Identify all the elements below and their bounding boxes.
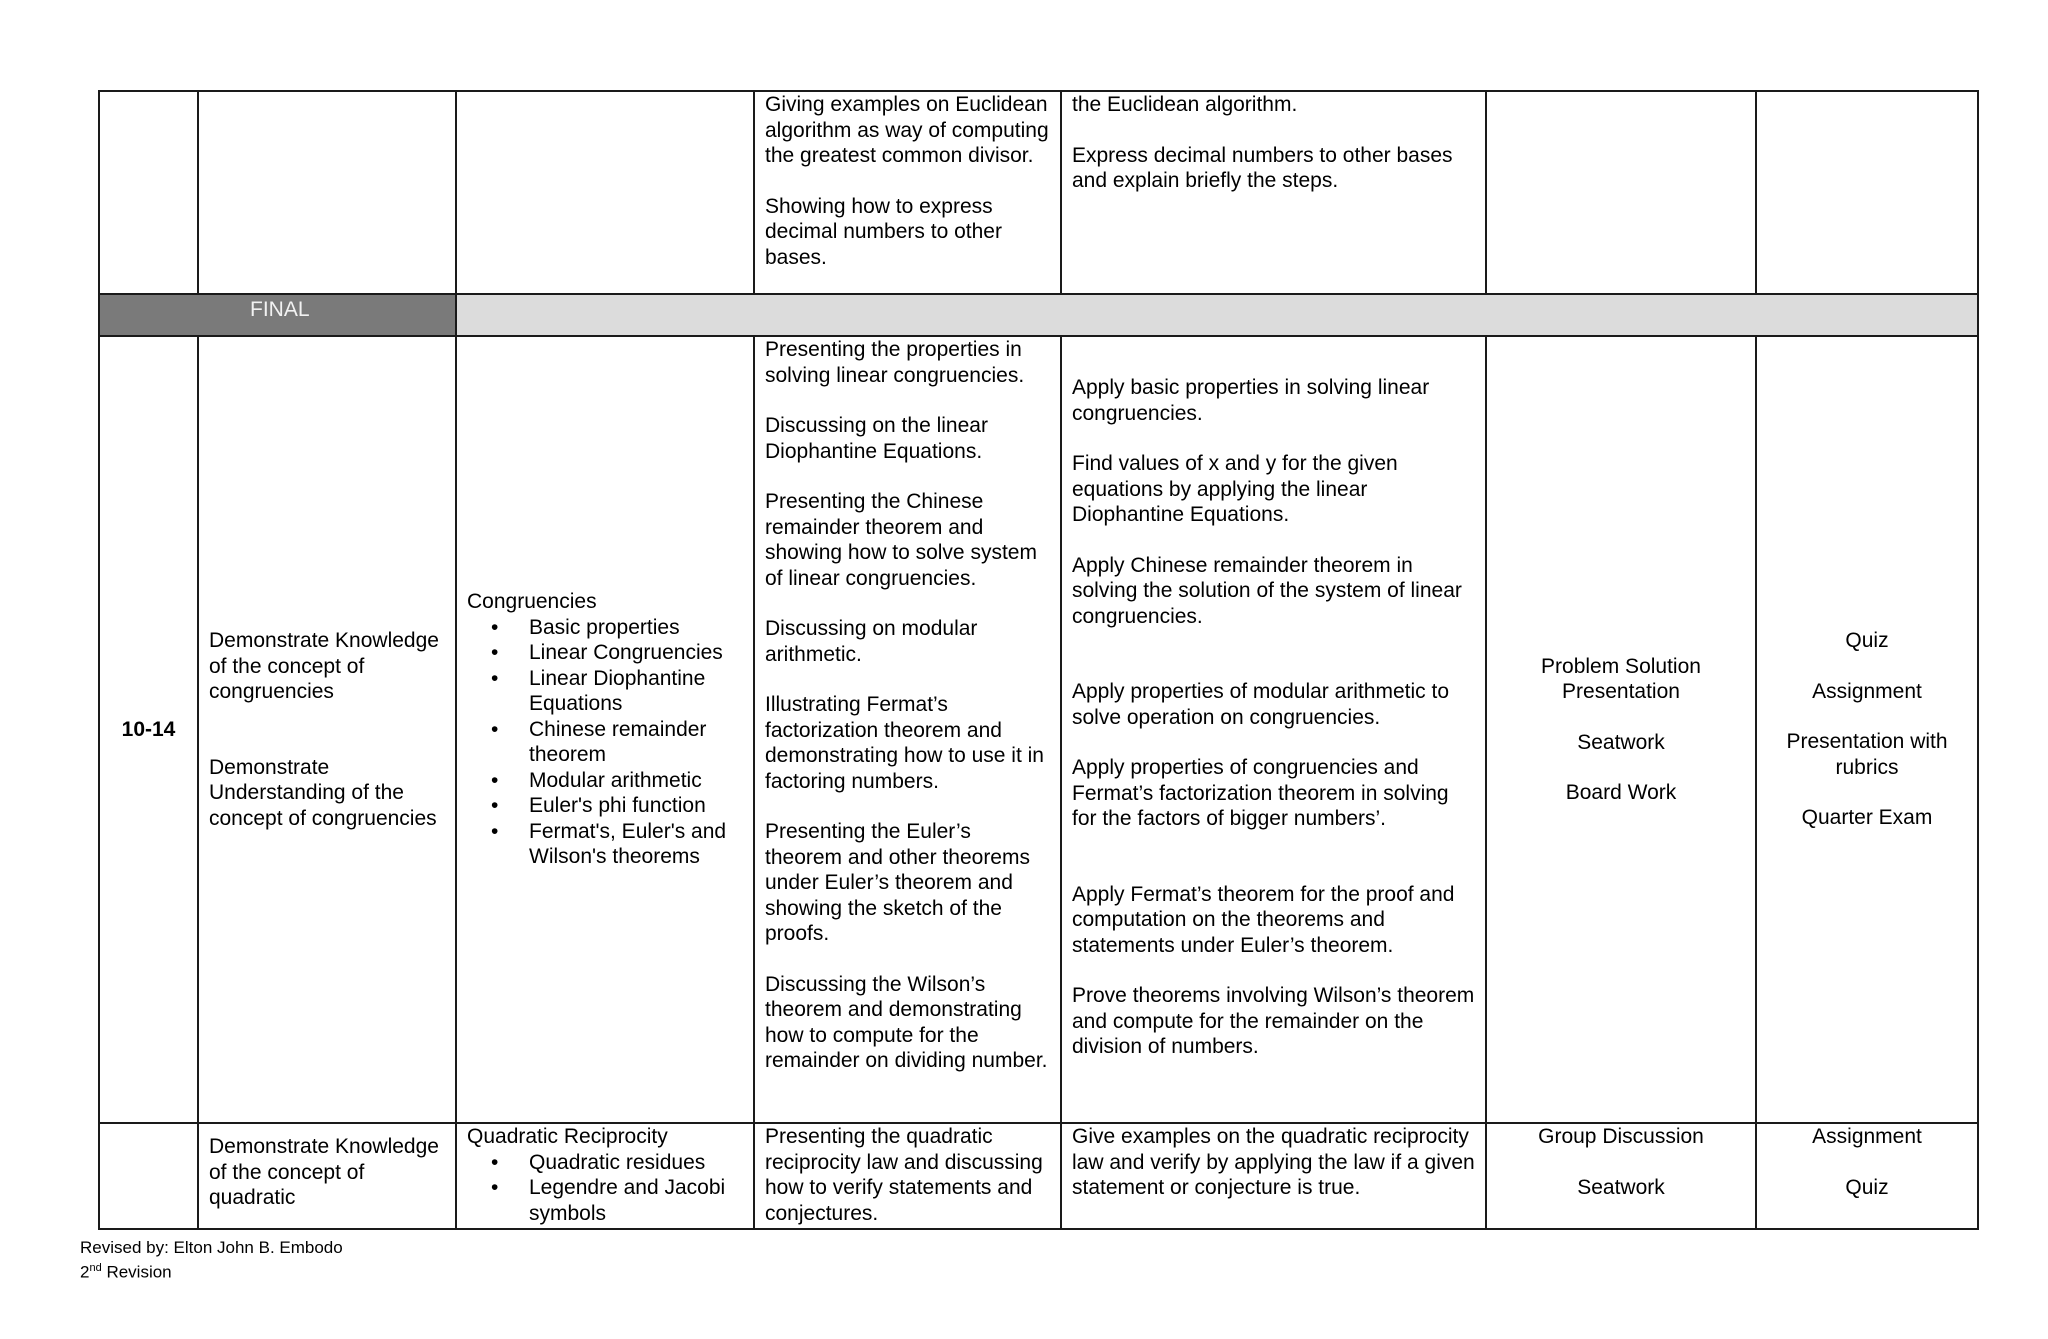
final-label: FINAL: [250, 298, 310, 321]
objective-cell: [198, 91, 456, 294]
strategy-cell: [754, 91, 1061, 294]
revised-by-note: Revised by: Elton John B. Embodo: [80, 1238, 343, 1257]
list-item: • Chinese remainder theorem: [529, 717, 743, 768]
topic-cell: [456, 1123, 754, 1229]
outcome-cell: [1061, 91, 1486, 294]
list-item: • Fermat's, Euler's and Wilson's theorems: [529, 819, 743, 870]
objective-text: Demonstrate Knowledge of the concept of quadratic: [209, 1135, 439, 1209]
outcome-text: Express decimal numbers to other bases and explain briefly the steps.: [1072, 143, 1453, 192]
topic-list: [467, 615, 743, 870]
list-item: • Basic properties: [529, 615, 743, 641]
activity-text: Problem Solution Presentation: [1541, 654, 1701, 703]
activity-text: Board Work: [1565, 781, 1677, 804]
activity-text: Seatwork: [1577, 730, 1665, 754]
outcome-text: the Euclidean algorithm.: [1072, 93, 1298, 116]
table-row-congruencies: [99, 336, 1978, 1123]
outcome-text: Apply Chinese remainder theorem in solving the solution of the system of linear congruencies.: [1072, 553, 1462, 628]
strategy-text: Presenting the Euler’s theorem and other theorems under Euler’s theorem and showing the sketch of the proofs.: [765, 820, 1030, 945]
strategy-text: Discussing on modular arithmetic.: [765, 617, 978, 666]
assessment-cell: [1756, 1123, 1978, 1229]
strategy-text: Presenting the quadratic reciprocity law and discussing how to verify statements and conjectures.: [765, 1125, 1043, 1225]
final-label-cell: [99, 294, 456, 336]
assessment-cell: [1756, 336, 1978, 1123]
outcome-text: Find values of x and y for the given equations by applying the linear Diophantine Equations.: [1072, 452, 1398, 526]
activity-cell: [1486, 336, 1756, 1123]
revision-word: Revision: [101, 1262, 172, 1282]
topic-title: Congruencies: [467, 590, 597, 614]
strategy-text: Presenting the Chinese remainder theorem and showing how to solve system of linear congruencies.: [765, 490, 1037, 590]
table-row-continuation: [99, 91, 1978, 294]
activity-cell: [1486, 1123, 1756, 1229]
topic-list: [467, 1150, 743, 1227]
strategy-text: Illustrating Fermat’s factorization theorem and demonstrating how to use it in factoring numbers.: [765, 693, 1044, 793]
list-item: • Linear Congruencies: [529, 640, 743, 666]
outcome-text: Apply properties of modular arithmetic to solve operation on congruencies.: [1072, 680, 1450, 729]
week-cell: [99, 1123, 198, 1229]
outcome-cell: [1061, 336, 1486, 1123]
strategy-text: Discussing the Wilson’s theorem and demonstrating how to compute for the remainder on dividing number.: [765, 972, 1048, 1072]
list-item: • Quadratic residues: [529, 1150, 743, 1176]
assessment-cell: [1756, 91, 1978, 294]
syllabus-table: [98, 90, 1979, 1230]
outcome-text: Prove theorems involving Wilson’s theorem and compute for the remainder on the division of numbers.: [1072, 984, 1475, 1058]
table-row-quadratic: [99, 1123, 1978, 1229]
outcome-text: Apply basic properties in solving linear congruencies.: [1072, 376, 1430, 425]
assessment-text: Quarter Exam: [1801, 806, 1933, 830]
topic-title: Quadratic Reciprocity: [467, 1125, 668, 1148]
objective-text: Demonstrate Understanding of the concept of congruencies: [209, 755, 437, 830]
assessment-text: Quiz: [1845, 1175, 1889, 1199]
week-cell: [99, 91, 198, 294]
activity-cell: [1486, 91, 1756, 294]
outcome-text: Apply properties of congruencies and Fermat’s factorization theorem in solving for the factors of bigger numbers’.: [1072, 756, 1449, 830]
outcome-text: Give examples on the quadratic reciprocity law and verify by applying the law if a given statement or conjecture is true.: [1072, 1125, 1475, 1199]
strategy-text: Discussing on the linear Diophantine Equations.: [765, 414, 988, 463]
objective-cell: [198, 1123, 456, 1229]
revision-suffix: nd: [89, 1262, 102, 1274]
objective-text: Demonstrate Knowledge of the concept of congruencies: [209, 629, 439, 703]
assessment-text: Assignment: [1812, 679, 1922, 703]
strategy-text: Presenting the properties in solving linear congruencies.: [765, 338, 1025, 387]
revision-number: 2: [80, 1262, 90, 1282]
table-row-final-divider: [99, 294, 1978, 336]
strategy-text: Showing how to express decimal numbers to other bases.: [765, 194, 1002, 269]
objective-cell: [198, 336, 456, 1123]
list-item: • Euler's phi function: [529, 793, 743, 819]
strategy-text: Giving examples on Euclidean algorithm as way of computing the greatest common divisor.: [765, 93, 1049, 167]
assessment-text: Presentation with rubrics: [1786, 730, 1948, 779]
strategy-cell: [754, 1123, 1061, 1229]
outcome-cell: [1061, 1123, 1486, 1229]
list-item: • Modular arithmetic: [529, 768, 743, 794]
revision-note: [80, 1262, 172, 1283]
assessment-text: Quiz: [1845, 629, 1889, 653]
topic-cell: [456, 336, 754, 1123]
activity-text: Seatwork: [1577, 1175, 1665, 1199]
strategy-cell: [754, 336, 1061, 1123]
activity-text: Group Discussion: [1538, 1125, 1704, 1148]
week-cell: 10-14: [99, 336, 198, 1123]
topic-cell: [456, 91, 754, 294]
outcome-text: Apply Fermat’s theorem for the proof and computation on the theorems and statements under Euler’s theorem.: [1072, 882, 1455, 957]
final-fill-cell: [456, 294, 1978, 336]
list-item: • Legendre and Jacobi symbols: [529, 1175, 743, 1226]
list-item: • Linear Diophantine Equations: [529, 666, 743, 717]
assessment-text: Assignment: [1812, 1125, 1922, 1148]
